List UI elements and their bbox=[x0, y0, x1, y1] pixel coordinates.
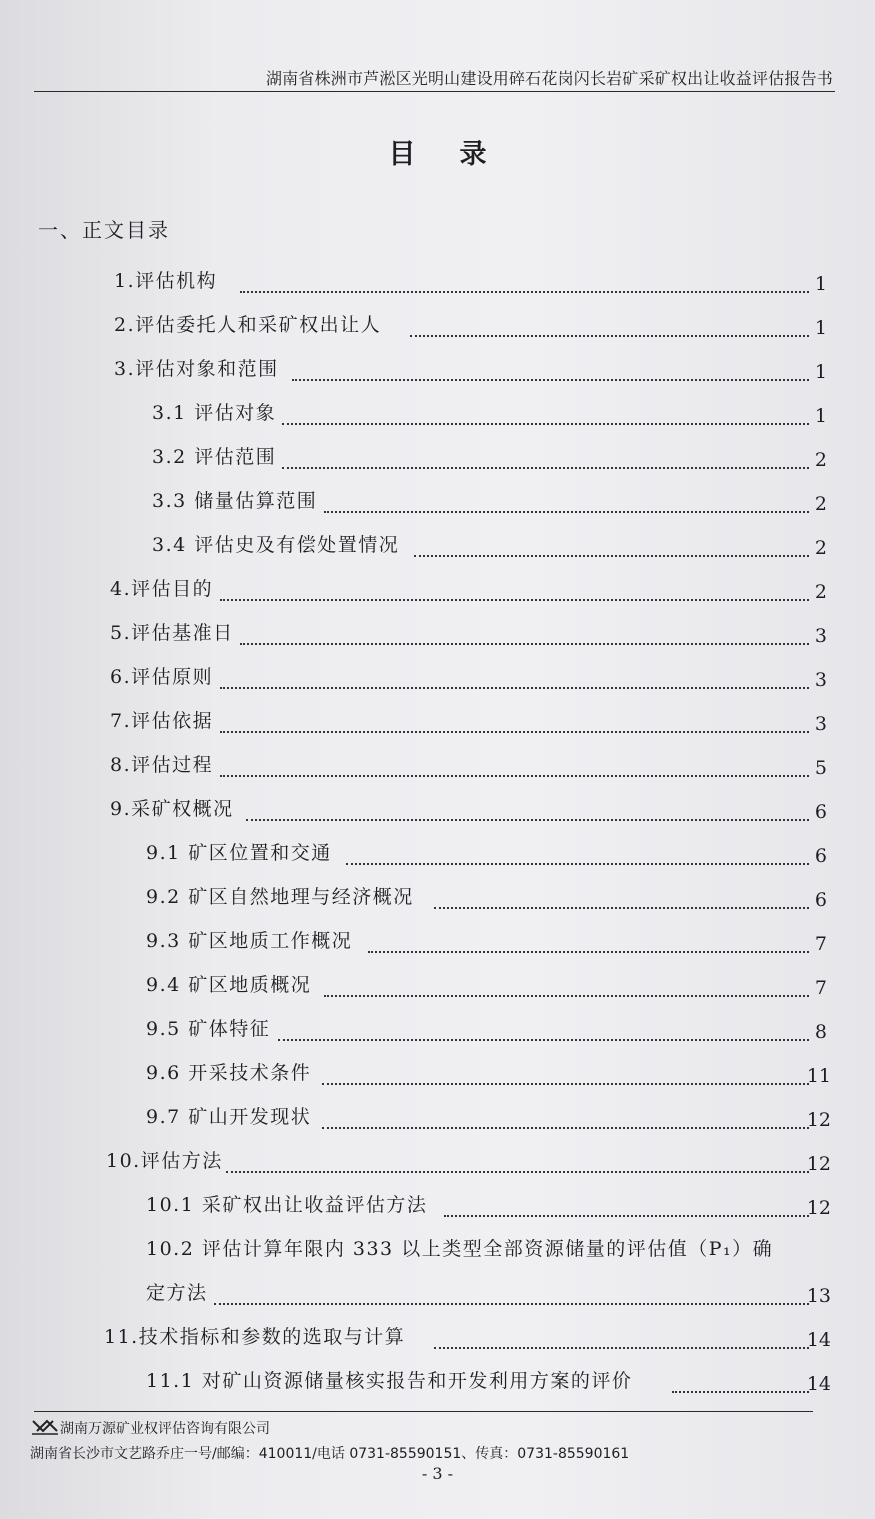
toc-entry-page: 7 bbox=[814, 977, 827, 999]
toc-entry-label: 1.评估机构 bbox=[114, 270, 218, 292]
toc-entry-label: 3.2 评估范围 bbox=[152, 446, 277, 468]
toc-entry[interactable] bbox=[0, 884, 875, 916]
toc-entry[interactable] bbox=[0, 312, 875, 344]
toc-entry-label: 5.评估基准日 bbox=[110, 622, 234, 644]
toc-entry-label: 3.4 评估史及有偿处置情况 bbox=[152, 534, 400, 556]
header-rule bbox=[34, 91, 835, 92]
toc-entry-label-line1[interactable]: 10.2 评估计算年限内 333 以上类型全部资源储量的评估值（P₁）确 bbox=[146, 1238, 774, 1260]
dot-leader bbox=[240, 291, 809, 293]
company-logo-icon bbox=[30, 1415, 60, 1437]
dot-leader bbox=[278, 1039, 809, 1041]
toc-entry-page: 12 bbox=[806, 1153, 831, 1175]
footer-address: 湖南省长沙市文艺路乔庄一号/邮编：410011/电话 0731-85590151、传真：0731-85590161 bbox=[30, 1446, 630, 1462]
toc-entry-page: 13 bbox=[806, 1285, 831, 1307]
toc-entry-page: 5 bbox=[814, 757, 827, 779]
toc-entry-page: 2 bbox=[814, 493, 827, 515]
toc-entry-label: 9.6 开采技术条件 bbox=[146, 1062, 312, 1084]
dot-leader bbox=[444, 1215, 809, 1217]
toc-entry[interactable] bbox=[0, 532, 875, 564]
toc-entry[interactable] bbox=[0, 488, 875, 520]
footer-rule bbox=[34, 1411, 813, 1412]
toc-entry-page: 2 bbox=[814, 449, 827, 471]
toc-entry-label: 7.评估依据 bbox=[110, 710, 214, 732]
toc-entry-label: 9.3 矿区地质工作概况 bbox=[146, 930, 353, 952]
dot-leader bbox=[220, 599, 809, 601]
toc-entry[interactable] bbox=[0, 928, 875, 960]
toc-entry-label: 8.评估过程 bbox=[110, 754, 214, 776]
dot-leader bbox=[246, 819, 809, 821]
toc-entry[interactable] bbox=[0, 1280, 875, 1312]
toc-entry-label: 3.3 储量估算范围 bbox=[152, 490, 318, 512]
dot-leader bbox=[434, 1347, 809, 1349]
toc-entry-page: 2 bbox=[814, 537, 827, 559]
toc-entry[interactable] bbox=[0, 444, 875, 476]
toc-entry-page: 3 bbox=[814, 669, 827, 691]
toc-entry-label: 2.评估委托人和采矿权出让人 bbox=[114, 314, 382, 336]
dot-leader bbox=[322, 1127, 809, 1129]
dot-leader bbox=[346, 863, 809, 865]
toc-title: 目录 bbox=[388, 139, 531, 170]
toc-entry-page: 1 bbox=[814, 405, 827, 427]
toc-entry-page: 6 bbox=[814, 889, 827, 911]
dot-leader bbox=[220, 687, 809, 689]
footer-company-name: 湖南万源矿业权评估咨询有限公司 bbox=[60, 1421, 270, 1437]
toc-entry-page: 1 bbox=[814, 317, 827, 339]
toc-entry[interactable] bbox=[0, 708, 875, 740]
toc-entry-page: 3 bbox=[814, 625, 827, 647]
toc-entry[interactable] bbox=[0, 796, 875, 828]
dot-leader bbox=[292, 379, 809, 381]
page-number: - 3 - bbox=[421, 1464, 454, 1483]
toc-entry[interactable] bbox=[0, 1148, 875, 1180]
dot-leader bbox=[240, 643, 809, 645]
toc-entry-page: 1 bbox=[814, 273, 827, 295]
toc-entry-page: 6 bbox=[814, 845, 827, 867]
dot-leader bbox=[324, 995, 809, 997]
toc-entry-label: 9.4 矿区地质概况 bbox=[146, 974, 312, 996]
toc-entry-label: 10.评估方法 bbox=[106, 1150, 223, 1172]
dot-leader bbox=[282, 423, 809, 425]
toc-entry-page: 2 bbox=[814, 581, 827, 603]
toc-entry[interactable] bbox=[0, 620, 875, 652]
toc-entry[interactable] bbox=[0, 1016, 875, 1048]
toc-entry[interactable] bbox=[0, 576, 875, 608]
toc-entry-label: 3.评估对象和范围 bbox=[114, 358, 279, 380]
dot-leader bbox=[226, 1171, 809, 1173]
toc-entry-label: 3.1 评估对象 bbox=[152, 402, 277, 424]
toc-entry-label: 9.1 矿区位置和交通 bbox=[146, 842, 332, 864]
toc-entry-page: 14 bbox=[806, 1373, 831, 1395]
dot-leader bbox=[672, 1391, 809, 1393]
dot-leader bbox=[410, 335, 809, 337]
toc-entry[interactable] bbox=[0, 356, 875, 388]
toc-entry-page: 8 bbox=[814, 1021, 827, 1043]
dot-leader bbox=[434, 907, 809, 909]
toc-entry-label: 9.7 矿山开发现状 bbox=[146, 1106, 312, 1128]
toc-entry-label: 4.评估目的 bbox=[110, 578, 214, 600]
toc-entry[interactable] bbox=[0, 972, 875, 1004]
toc-entry-label: 9.5 矿体特征 bbox=[146, 1018, 271, 1040]
toc-entry-page: 11 bbox=[806, 1065, 831, 1087]
dot-leader bbox=[414, 555, 809, 557]
toc-entry[interactable] bbox=[0, 1060, 875, 1092]
dot-leader bbox=[220, 775, 809, 777]
toc-entry[interactable] bbox=[0, 840, 875, 872]
toc-entry-page: 3 bbox=[814, 713, 827, 735]
toc-entry[interactable] bbox=[0, 752, 875, 784]
dot-leader bbox=[282, 467, 809, 469]
running-header-title: 湖南省株洲市芦淞区光明山建设用碎石花岗闪长岩矿采矿权出让收益评估报告书 bbox=[265, 69, 833, 88]
toc-entry-page: 6 bbox=[814, 801, 827, 823]
toc-entry-page: 12 bbox=[806, 1109, 831, 1131]
toc-entry-page: 1 bbox=[814, 361, 827, 383]
dot-leader bbox=[322, 1083, 809, 1085]
toc-entry-label: 11.1 对矿山资源储量核实报告和开发利用方案的评价 bbox=[146, 1370, 633, 1392]
dot-leader bbox=[220, 731, 809, 733]
toc-entry-page: 7 bbox=[814, 933, 827, 955]
toc-entry-label-line2: 定方法 bbox=[146, 1282, 208, 1304]
toc-entry[interactable] bbox=[0, 400, 875, 432]
toc-entry[interactable] bbox=[0, 1324, 875, 1356]
toc-entry-label: 9.2 矿区自然地理与经济概况 bbox=[146, 886, 414, 908]
toc-entry-page: 12 bbox=[806, 1197, 831, 1219]
toc-entry-label: 11.技术指标和参数的选取与计算 bbox=[104, 1326, 406, 1348]
toc-entry-label: 9.采矿权概况 bbox=[110, 798, 234, 820]
toc-entry[interactable] bbox=[0, 268, 875, 300]
toc-entry-page: 14 bbox=[806, 1329, 831, 1351]
toc-entry[interactable] bbox=[0, 1104, 875, 1136]
toc-entry-label: 10.1 采矿权出让收益评估方法 bbox=[146, 1194, 428, 1216]
toc-entry-label: 6.评估原则 bbox=[110, 666, 214, 688]
toc-entry[interactable] bbox=[0, 1192, 875, 1224]
section-heading: 一、正文目录 bbox=[38, 218, 170, 242]
dot-leader bbox=[324, 511, 809, 513]
dot-leader bbox=[214, 1303, 809, 1305]
dot-leader bbox=[368, 951, 809, 953]
toc-entry[interactable] bbox=[0, 1368, 875, 1400]
toc-entry[interactable] bbox=[0, 664, 875, 696]
